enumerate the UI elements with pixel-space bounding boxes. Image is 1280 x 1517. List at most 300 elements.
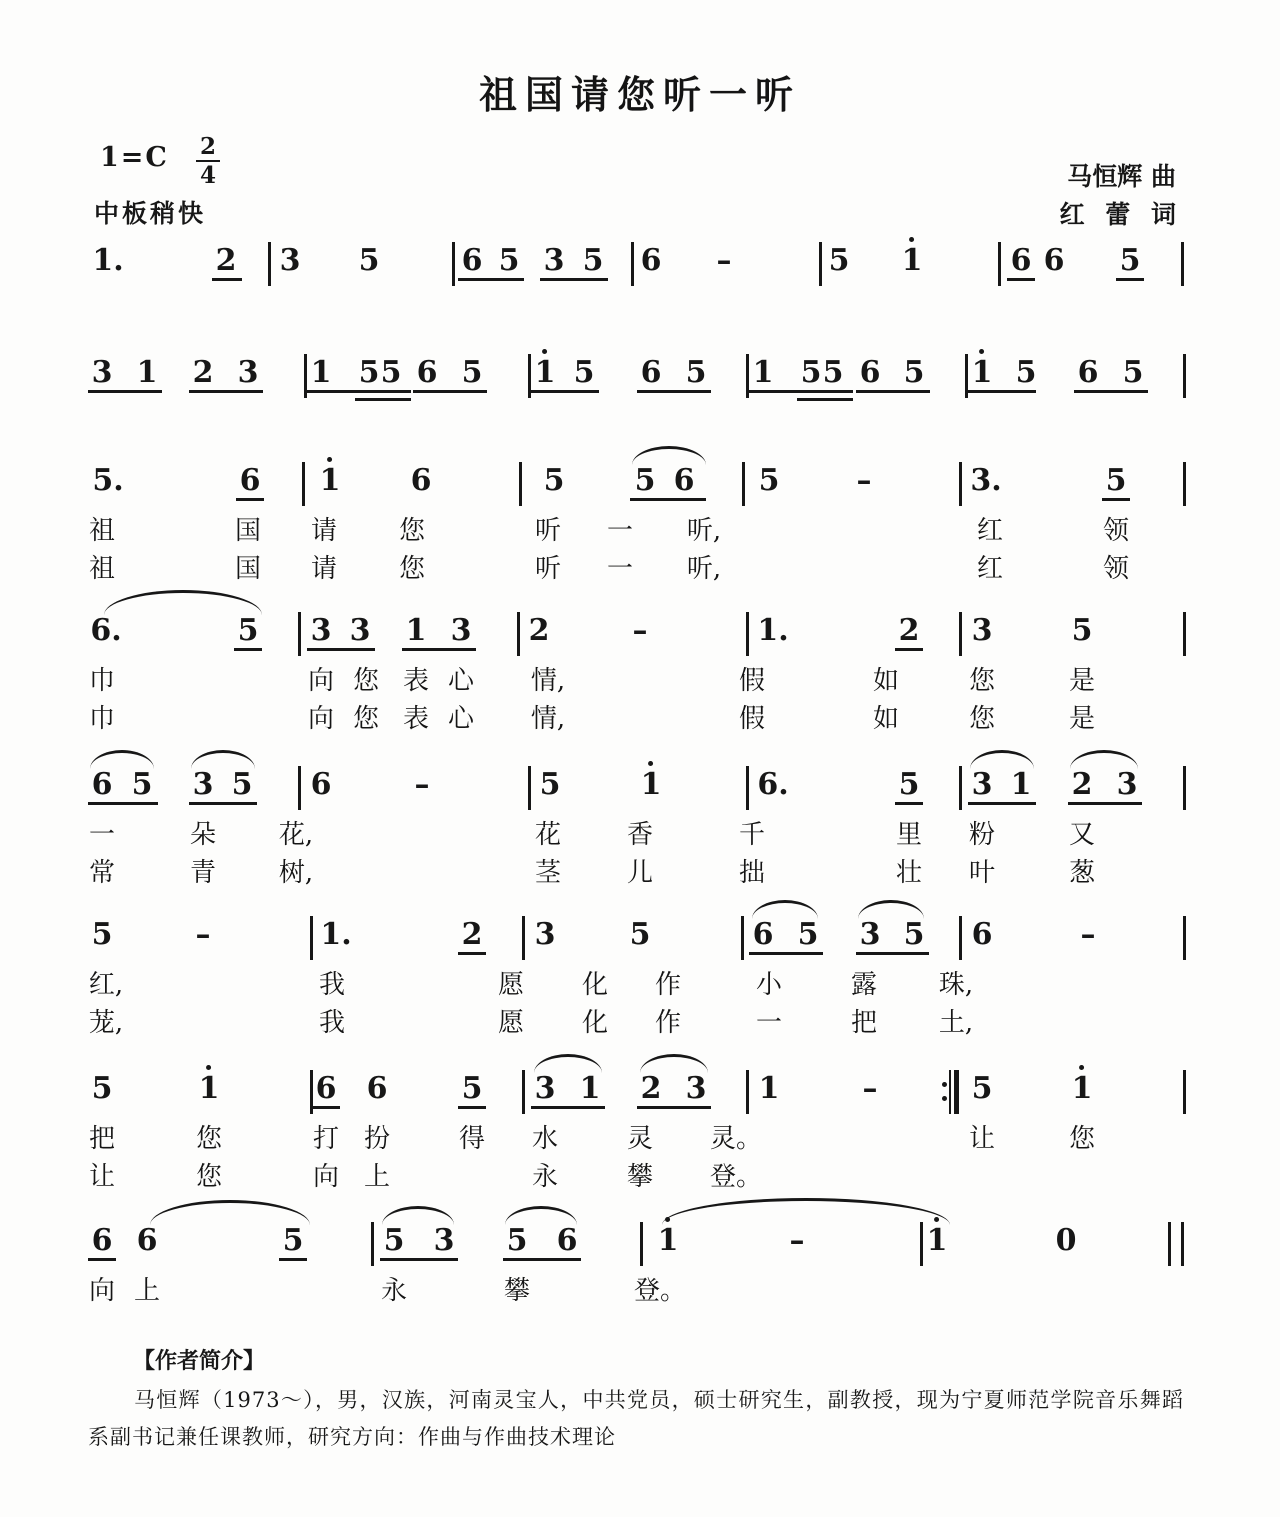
note: 5 xyxy=(582,243,604,278)
note: 1. xyxy=(757,613,789,648)
note: 5 xyxy=(358,243,380,278)
final-barline xyxy=(1168,1222,1184,1266)
slur-arc xyxy=(752,900,818,919)
note: 5 xyxy=(797,917,819,952)
note: 5 xyxy=(629,917,651,952)
note: 2 xyxy=(192,355,214,390)
lyric-char: 领 xyxy=(1102,554,1130,584)
lyric-char: 红 xyxy=(976,516,1004,546)
note: 2 xyxy=(1071,767,1093,802)
repeat-barline-part xyxy=(942,1082,947,1087)
lyric-char: 小 xyxy=(755,970,783,1000)
slur-arc xyxy=(104,590,262,615)
barline xyxy=(371,1222,374,1266)
beam-underline xyxy=(895,802,923,805)
lyric-char: 珠, xyxy=(938,970,974,1000)
note-high: 1 xyxy=(534,355,556,390)
lyric-char: 听, xyxy=(686,554,722,584)
lyric-char: 灵 xyxy=(626,1124,654,1154)
note: 6. xyxy=(757,767,789,802)
barline xyxy=(1183,462,1186,506)
lyric-char: 茏, xyxy=(88,1008,124,1038)
lyric-char: 露 xyxy=(850,970,878,1000)
barline xyxy=(640,1222,643,1266)
lyric-char: 如 xyxy=(872,704,900,734)
note: 3 xyxy=(543,243,565,278)
lyric-char: 祖 xyxy=(88,554,116,584)
lyric-char: 千 xyxy=(738,820,766,850)
lyric-char: 您 xyxy=(968,666,996,696)
barline xyxy=(519,462,522,506)
beam-underline xyxy=(1068,802,1142,805)
note: 2 xyxy=(215,243,237,278)
note: 6 xyxy=(859,355,881,390)
beam-underline xyxy=(637,390,711,393)
barline xyxy=(1183,916,1186,960)
lyric-char: 拙 xyxy=(738,858,766,888)
lyric-char: 叶 xyxy=(968,858,996,888)
lyric-char: 如 xyxy=(872,666,900,696)
lyric-char: 巾 xyxy=(88,666,116,696)
repeat-end-barline xyxy=(942,1070,959,1114)
note: 6 xyxy=(673,463,695,498)
note: 5 xyxy=(231,767,253,802)
lyric-char: 向 xyxy=(88,1276,116,1306)
note: 5 xyxy=(971,1071,993,1106)
barline xyxy=(741,916,744,960)
slur-arc xyxy=(505,1206,577,1225)
barline xyxy=(959,612,962,656)
lyric-char: 红, xyxy=(88,970,124,1000)
lyric-char: 国 xyxy=(234,554,262,584)
lyric-char: 茎 xyxy=(534,858,562,888)
barline xyxy=(268,242,271,286)
lyric-char: 祖 xyxy=(88,516,116,546)
lyric-char: 您 xyxy=(195,1162,223,1192)
beam-underline xyxy=(749,952,823,955)
slur-arc xyxy=(640,1054,708,1073)
lyric-char: 心 xyxy=(447,666,475,696)
note: 6 xyxy=(556,1223,578,1258)
note: 0 xyxy=(1055,1223,1077,1258)
lyric-char: 花, xyxy=(278,820,314,850)
barline xyxy=(746,1070,749,1114)
lyric-char: 得 xyxy=(458,1124,486,1154)
lyric-char: 攀 xyxy=(503,1276,531,1306)
beam-underline xyxy=(503,1258,581,1261)
repeat-barline-part xyxy=(954,1070,959,1114)
lyric-char: 一 xyxy=(606,516,634,546)
lyric-char: 上 xyxy=(363,1162,391,1192)
note: 5 xyxy=(758,463,780,498)
note: 1 xyxy=(1010,767,1032,802)
note: 5 xyxy=(91,917,113,952)
note-high: 1 xyxy=(657,1223,679,1258)
note: 2 xyxy=(898,613,920,648)
note: 6 xyxy=(416,355,438,390)
lyric-char: 壮 xyxy=(895,858,923,888)
lyric-char: 上 xyxy=(133,1276,161,1306)
note: 5 xyxy=(1122,355,1144,390)
note: 5 xyxy=(380,355,402,390)
note: 3 xyxy=(534,917,556,952)
note: – xyxy=(716,243,732,278)
slur-arc xyxy=(382,1206,454,1225)
note: 1. xyxy=(320,917,352,952)
beam-underline xyxy=(380,1258,458,1261)
lyric-char: 常 xyxy=(88,858,116,888)
note: 6 xyxy=(239,463,261,498)
beam-underline xyxy=(307,648,375,651)
time-signature-numerator: 2 xyxy=(196,134,220,162)
slur-arc xyxy=(191,750,255,769)
note: 5 xyxy=(383,1223,405,1258)
barline xyxy=(746,612,749,656)
lyric-char: 葱 xyxy=(1068,858,1096,888)
beam-underline xyxy=(637,1106,711,1109)
lyric-char: 又 xyxy=(1068,820,1096,850)
lyric-char: 一 xyxy=(88,820,116,850)
note: 5. xyxy=(92,463,124,498)
barline xyxy=(998,242,1001,286)
beam-underline xyxy=(856,390,930,393)
beam-underline xyxy=(540,278,608,281)
barline xyxy=(1183,612,1186,656)
note: 1 xyxy=(310,355,332,390)
note: 6 xyxy=(310,767,332,802)
lyric-char: 您 xyxy=(195,1124,223,1154)
lyric-char: 朵 xyxy=(189,820,217,850)
lyric-char: 您 xyxy=(398,554,426,584)
barline xyxy=(310,916,313,960)
lyric-char: 请 xyxy=(310,554,338,584)
note-high: 1 xyxy=(971,355,993,390)
note: 3 xyxy=(433,1223,455,1258)
note: 6 xyxy=(971,917,993,952)
note: 6 xyxy=(91,767,113,802)
lyric-char: 作 xyxy=(654,1008,682,1038)
lyric-char: 香 xyxy=(626,820,654,850)
slur-arc xyxy=(90,750,154,769)
lyric-char: 登。 xyxy=(709,1162,763,1192)
lyricist-credit: 红 蕾 词 xyxy=(1059,200,1176,229)
note: 5 xyxy=(903,355,925,390)
note-high: 1 xyxy=(319,463,341,498)
note: 3 xyxy=(237,355,259,390)
beam-underline xyxy=(895,648,923,651)
barline xyxy=(1183,354,1186,398)
slur-arc xyxy=(534,1054,602,1073)
lyric-char: 花 xyxy=(534,820,562,850)
lyric-char: 作 xyxy=(654,970,682,1000)
note: 6 xyxy=(640,243,662,278)
lyric-char: 让 xyxy=(88,1162,116,1192)
note: 3 xyxy=(971,767,993,802)
note: 3 xyxy=(192,767,214,802)
note: – xyxy=(195,917,211,952)
beam-underline xyxy=(968,390,1036,393)
beam-underline xyxy=(1102,498,1130,501)
slur-arc xyxy=(632,446,706,465)
barline xyxy=(631,242,634,286)
note: 5 xyxy=(539,767,561,802)
note: 5 xyxy=(1119,243,1141,278)
lyric-char: 扮 xyxy=(363,1124,391,1154)
note: 5 xyxy=(461,1071,483,1106)
lyric-char: 心 xyxy=(447,704,475,734)
note: 5 xyxy=(1105,463,1127,498)
lyric-char: 水 xyxy=(531,1124,559,1154)
credits xyxy=(1060,158,1176,234)
beam-underline xyxy=(458,1106,486,1109)
note: 5 xyxy=(573,355,595,390)
note: 6 xyxy=(366,1071,388,1106)
lyric-char: 向 xyxy=(312,1162,340,1192)
slur-arc xyxy=(970,750,1034,769)
note: 6 xyxy=(461,243,483,278)
beam-underline xyxy=(458,952,486,955)
note: 1 xyxy=(136,355,158,390)
barline xyxy=(959,766,962,810)
lyric-char: 听 xyxy=(534,554,562,584)
note: 5 xyxy=(685,355,707,390)
note: 5 xyxy=(506,1223,528,1258)
beam-underline xyxy=(1007,278,1035,281)
beam-underline xyxy=(458,278,524,281)
repeat-barline-part xyxy=(942,1096,947,1101)
barline xyxy=(959,916,962,960)
note: 3 xyxy=(91,355,113,390)
barline xyxy=(522,916,525,960)
barline xyxy=(298,612,301,656)
lyric-char: 愿 xyxy=(497,1008,525,1038)
note: 6 xyxy=(640,355,662,390)
lyric-char: 听 xyxy=(534,516,562,546)
beam-underline xyxy=(531,1106,605,1109)
lyric-char: 您 xyxy=(352,666,380,696)
note: – xyxy=(862,1071,878,1106)
beam-underline xyxy=(413,390,487,393)
note: 5 xyxy=(903,917,925,952)
slur-arc xyxy=(662,1198,950,1225)
lyric-char: 让 xyxy=(968,1124,996,1154)
lyric-char: 假 xyxy=(738,704,766,734)
note-high: 1 xyxy=(640,767,662,802)
beam-underline xyxy=(307,390,411,393)
lyric-char: 表 xyxy=(402,666,430,696)
beam-underline xyxy=(968,802,1036,805)
lyric-char: 一 xyxy=(755,1008,783,1038)
lyric-char: 青 xyxy=(189,858,217,888)
barline xyxy=(1183,1070,1186,1114)
lyric-char: 把 xyxy=(88,1124,116,1154)
note: 3 xyxy=(685,1071,707,1106)
lyric-char: 里 xyxy=(895,820,923,850)
lyric-char: 是 xyxy=(1068,666,1096,696)
lyric-char: 红 xyxy=(976,554,1004,584)
lyric-char: 儿 xyxy=(626,858,654,888)
note: 5 xyxy=(461,355,483,390)
barline xyxy=(522,1070,525,1114)
beam-underline xyxy=(1116,278,1144,281)
lyric-char: 登。 xyxy=(633,1276,687,1306)
lyric-char: 您 xyxy=(398,516,426,546)
note: 5 xyxy=(898,767,920,802)
lyric-char: 请 xyxy=(310,516,338,546)
lyric-char: 化 xyxy=(581,1008,609,1038)
lyric-char: 向 xyxy=(307,666,335,696)
beam-underline xyxy=(749,390,853,393)
note: 3 xyxy=(279,243,301,278)
lyric-char: 愿 xyxy=(497,970,525,1000)
note: 5 xyxy=(634,463,656,498)
lyric-char: 领 xyxy=(1102,516,1130,546)
key-signature: 1=C xyxy=(100,142,169,173)
note: – xyxy=(632,613,648,648)
note: 6 xyxy=(91,1223,113,1258)
note: 3 xyxy=(859,917,881,952)
beam-underline xyxy=(1074,390,1148,393)
note: 1 xyxy=(752,355,774,390)
barline xyxy=(920,1222,923,1266)
note: 3 xyxy=(349,613,371,648)
lyric-char: 把 xyxy=(850,1008,878,1038)
barline xyxy=(298,766,301,810)
note: 5 xyxy=(1015,355,1037,390)
note: 5 xyxy=(1071,613,1093,648)
slur-arc xyxy=(858,900,924,919)
beam-underline xyxy=(212,278,242,281)
note: 6 xyxy=(1010,243,1032,278)
note: – xyxy=(1080,917,1096,952)
beam-underline xyxy=(88,1258,116,1261)
note: 6 xyxy=(1077,355,1099,390)
beam-underline xyxy=(856,952,929,955)
note: 2 xyxy=(461,917,483,952)
note-high: 1 xyxy=(1071,1071,1093,1106)
note: 6 xyxy=(136,1223,158,1258)
author-bio-heading: 【作者简介】 xyxy=(133,1348,266,1374)
barline xyxy=(528,766,531,810)
barline xyxy=(746,766,749,810)
note: 5 xyxy=(498,243,520,278)
beam-underline xyxy=(189,390,263,393)
note: 6 xyxy=(410,463,432,498)
lyric-char: 您 xyxy=(1068,1124,1096,1154)
note: – xyxy=(414,767,430,802)
lyric-char: 是 xyxy=(1068,704,1096,734)
note: 5 xyxy=(237,613,259,648)
barline xyxy=(1181,242,1184,286)
note: 3 xyxy=(450,613,472,648)
lyric-char: 粉 xyxy=(968,820,996,850)
lyric-char: 情, xyxy=(530,666,566,696)
note: 5 xyxy=(91,1071,113,1106)
note: – xyxy=(856,463,872,498)
note: 2 xyxy=(528,613,550,648)
beam-underline xyxy=(797,398,853,401)
lyric-char: 您 xyxy=(968,704,996,734)
note-high: 1 xyxy=(198,1071,220,1106)
barline xyxy=(819,242,822,286)
beam-underline xyxy=(531,390,599,393)
beam-underline xyxy=(189,802,257,805)
barline xyxy=(302,462,305,506)
slur-arc xyxy=(1070,750,1138,769)
lyric-char: 灵。 xyxy=(709,1124,763,1154)
note: 1 xyxy=(405,613,427,648)
lyric-char: 我 xyxy=(318,970,346,1000)
barline xyxy=(517,612,520,656)
note: 5 xyxy=(543,463,565,498)
tempo-marking: 中板稍快 xyxy=(94,199,207,228)
beam-underline xyxy=(88,390,162,393)
slur-arc xyxy=(150,1200,310,1225)
lyric-char: 攀 xyxy=(626,1162,654,1192)
repeat-barline-part xyxy=(949,1070,952,1114)
note: 3. xyxy=(970,463,1002,498)
lyric-char: 一 xyxy=(606,554,634,584)
note: 1 xyxy=(758,1071,780,1106)
time-signature-denominator: 4 xyxy=(200,162,217,190)
beam-underline xyxy=(234,648,262,651)
note: – xyxy=(789,1223,805,1258)
note: 3 xyxy=(971,613,993,648)
barline xyxy=(742,462,745,506)
note: 1. xyxy=(92,243,124,278)
lyric-char: 我 xyxy=(318,1008,346,1038)
note: 3 xyxy=(534,1071,556,1106)
beam-underline xyxy=(630,498,706,501)
composer-credit: 马恒辉 曲 xyxy=(1067,162,1176,191)
lyric-char: 听, xyxy=(686,516,722,546)
note-high: 1 xyxy=(901,243,923,278)
beam-underline xyxy=(88,802,158,805)
note: 2 xyxy=(640,1071,662,1106)
beam-underline xyxy=(279,1258,307,1261)
note: 6 xyxy=(315,1071,337,1106)
lyric-char: 表 xyxy=(402,704,430,734)
note: 5 xyxy=(800,355,822,390)
note: 3 xyxy=(1116,767,1138,802)
note: 5 xyxy=(822,355,844,390)
lyric-char: 永 xyxy=(531,1162,559,1192)
barline xyxy=(959,462,962,506)
lyric-char: 土, xyxy=(938,1008,974,1038)
lyric-char: 向 xyxy=(307,704,335,734)
note: 6 xyxy=(1043,243,1065,278)
note: 5 xyxy=(358,355,380,390)
lyric-char: 情, xyxy=(530,704,566,734)
lyric-char: 假 xyxy=(738,666,766,696)
author-bio-text: 马恒辉（1973～），男，汉族，河南灵宝人，中共党员，硕士研究生，副教授，现为宁夏师范学院音乐舞蹈系副书记兼任课教师，研究方向：作曲与作曲技术理论 xyxy=(88,1388,1184,1449)
barline xyxy=(1183,766,1186,810)
note: 5 xyxy=(282,1223,304,1258)
lyric-char: 永 xyxy=(380,1276,408,1306)
lyric-char: 巾 xyxy=(88,704,116,734)
beam-underline xyxy=(312,1106,340,1109)
song-title: 祖国请您听一听 xyxy=(478,72,801,117)
time-signature xyxy=(196,134,220,189)
note-high: 1 xyxy=(926,1223,948,1258)
beam-underline xyxy=(236,498,264,501)
note: 1 xyxy=(579,1071,601,1106)
lyric-char: 打 xyxy=(312,1124,340,1154)
lyric-char: 树, xyxy=(278,858,314,888)
beam-underline xyxy=(402,648,476,651)
note: 3 xyxy=(310,613,332,648)
barline xyxy=(452,242,455,286)
